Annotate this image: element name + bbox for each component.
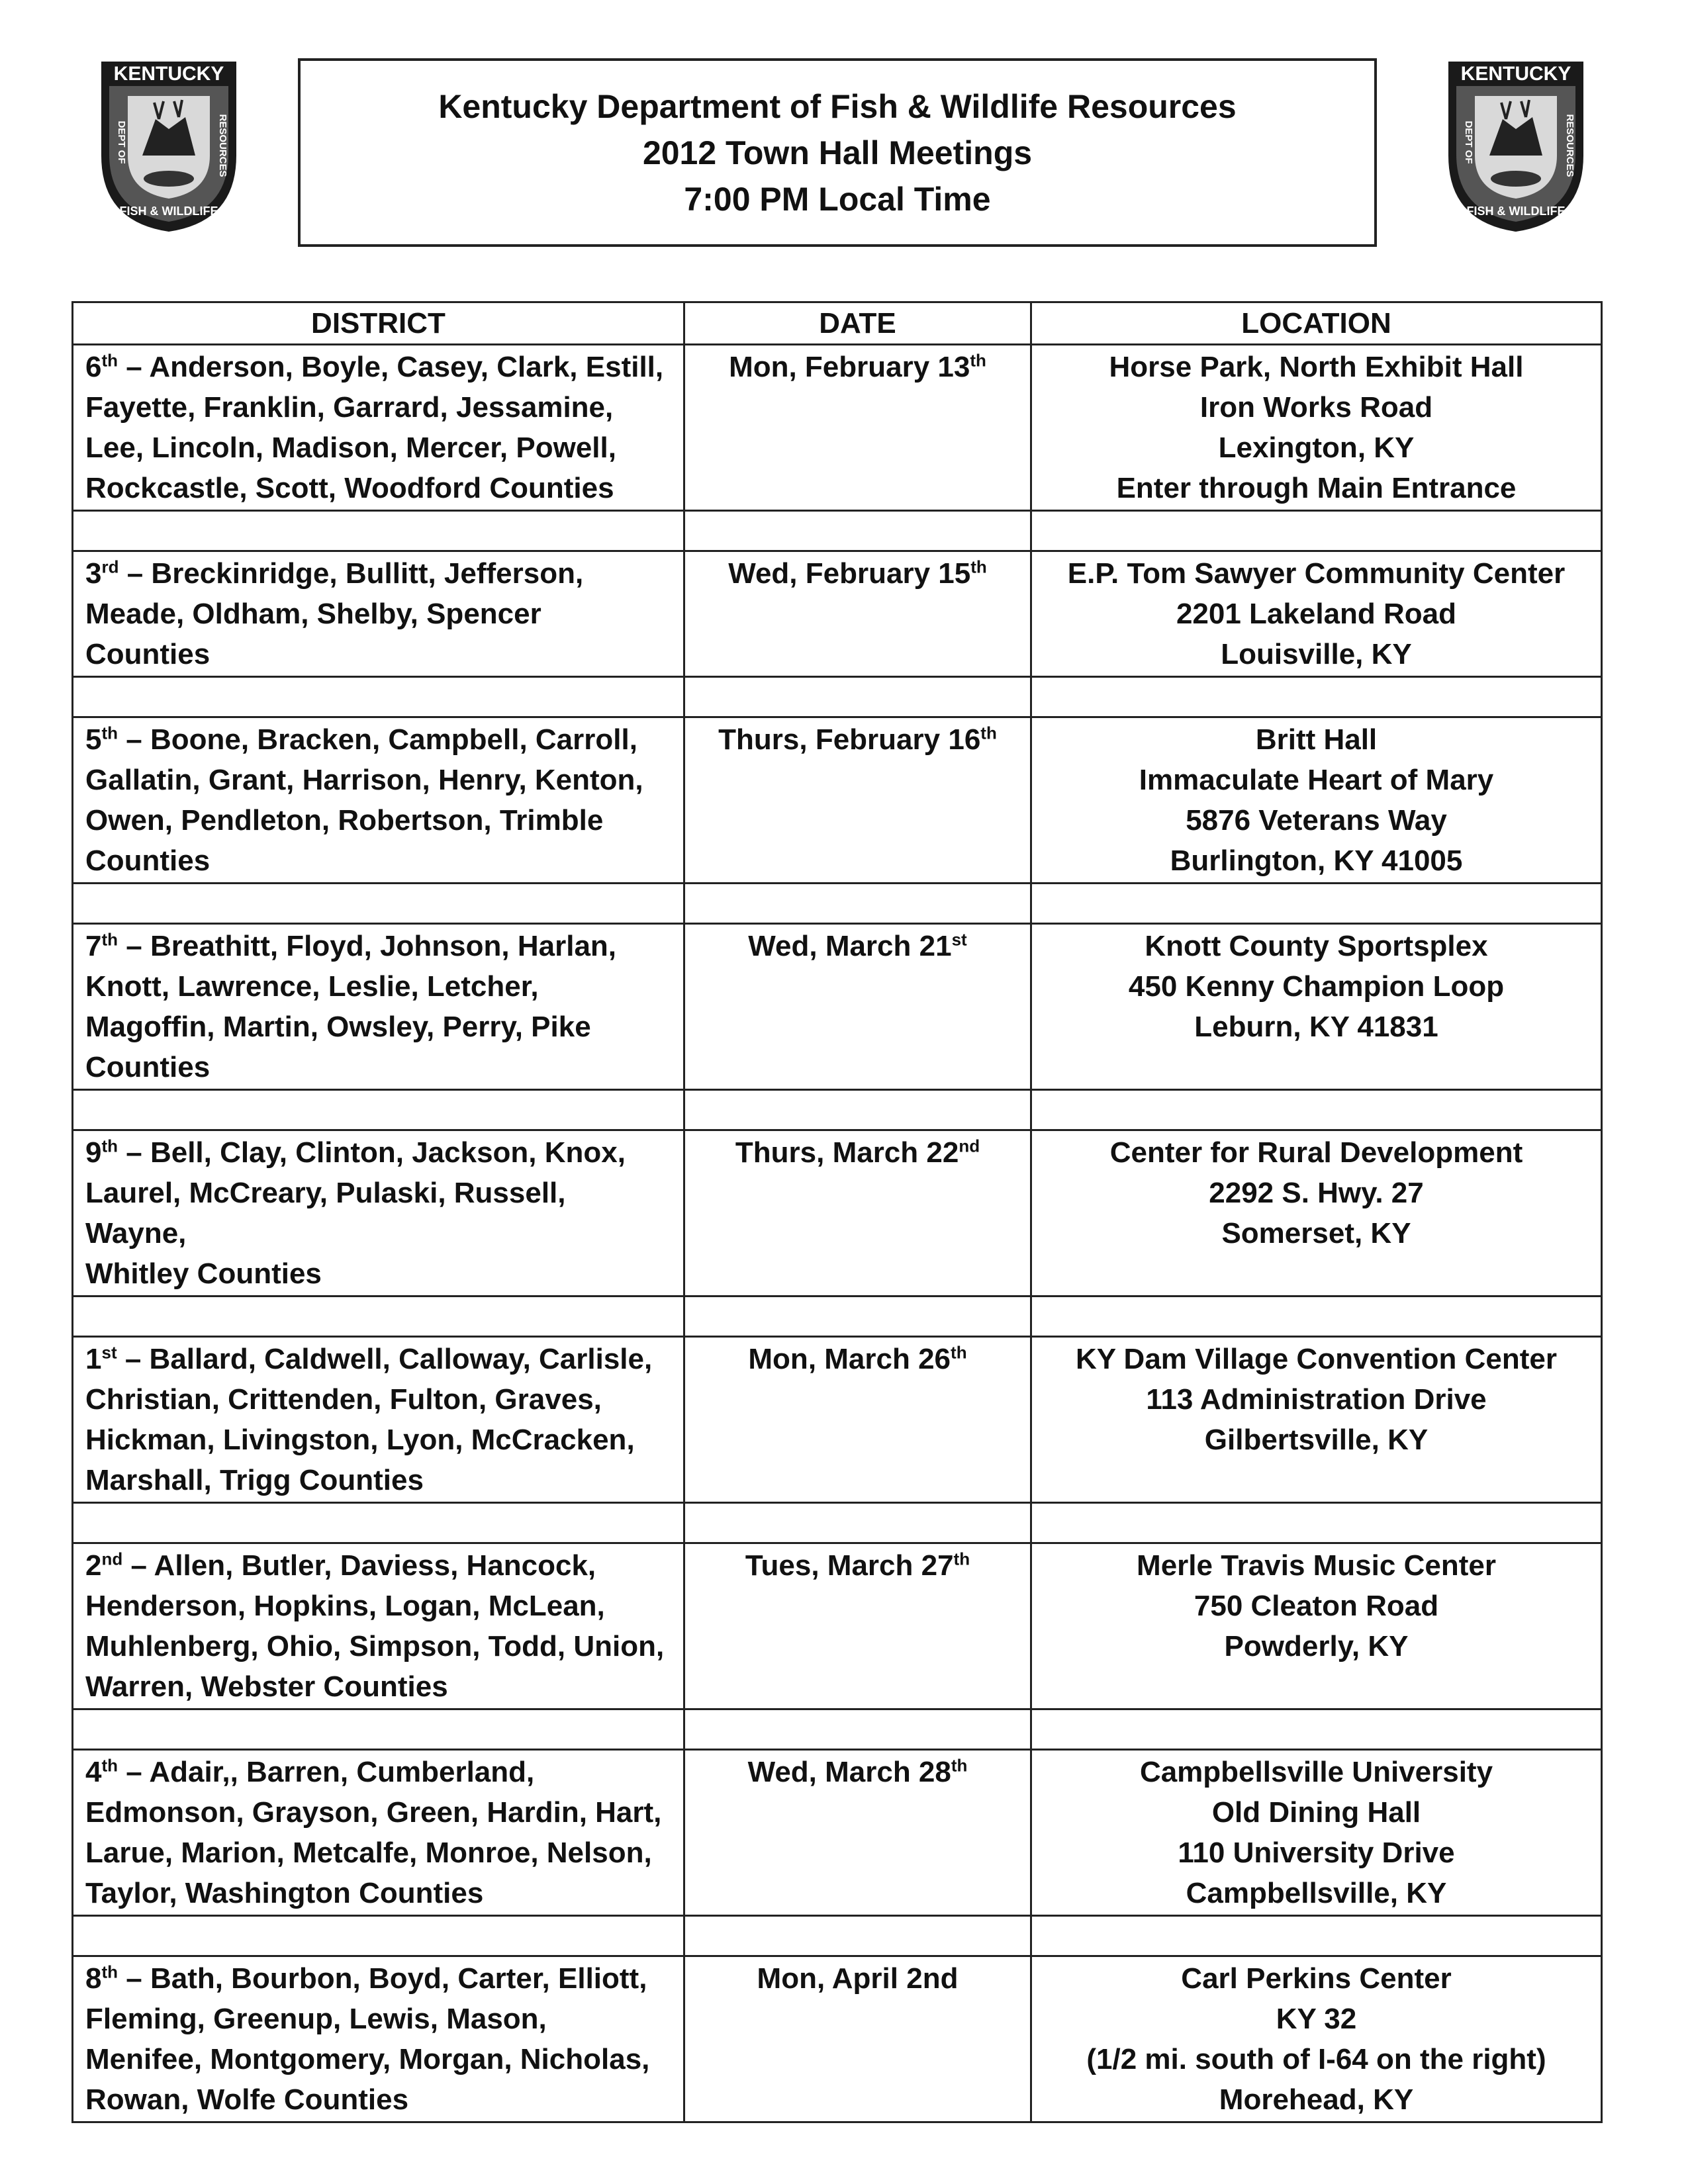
district-cell xyxy=(73,1543,684,1709)
spacer-cell xyxy=(1031,1503,1602,1543)
district-line: Lee, Lincoln, Madison, Mercer, Powell, xyxy=(85,432,616,464)
district-line: Owen, Pendleton, Robertson, Trimble xyxy=(85,804,604,837)
location-cell xyxy=(1031,1956,1602,2122)
logo-left-arc: DEPT OF xyxy=(116,120,127,164)
district-ordinal: th xyxy=(101,1962,118,1982)
district-cell xyxy=(73,551,684,677)
district-counties: – Allen, Butler, Daviess, Hancock, xyxy=(130,1549,596,1582)
location-line: 2292 S. Hwy. 27 xyxy=(1209,1177,1424,1209)
district-ordinal: th xyxy=(101,1136,118,1156)
district-counties: – Breathitt, Floyd, Johnson, Harlan, xyxy=(126,930,617,962)
district-ordinal: th xyxy=(101,929,118,950)
location-line: Campbellsville University xyxy=(1139,1756,1493,1788)
spacer-row xyxy=(73,1503,1602,1543)
district-counties: – Adair,, Barren, Cumberland, xyxy=(126,1756,535,1788)
date-ordinal: st xyxy=(951,929,967,950)
date-cell xyxy=(684,924,1031,1090)
spacer-row xyxy=(73,884,1602,924)
district-cell xyxy=(73,1750,684,1916)
spacer-row xyxy=(73,511,1602,551)
location-line: Louisville, KY xyxy=(1221,638,1412,670)
spacer-cell xyxy=(1031,677,1602,717)
spacer-cell xyxy=(684,1503,1031,1543)
district-cell xyxy=(73,1130,684,1297)
district-number: 8 xyxy=(85,1962,102,1995)
table-body xyxy=(73,345,1602,2122)
district-counties: – Ballard, Caldwell, Calloway, Carlisle, xyxy=(124,1343,653,1375)
kdfwr-logo-right xyxy=(1443,56,1589,235)
meeting-date: Thurs, February 16 xyxy=(718,723,981,756)
district-cell xyxy=(73,924,684,1090)
title-event: 2012 Town Hall Meetings xyxy=(642,134,1033,171)
location-line: Immaculate Heart of Mary xyxy=(1139,764,1494,796)
district-line xyxy=(85,347,671,387)
location-line: 750 Cleaton Road xyxy=(1194,1590,1439,1622)
spacer-cell xyxy=(1031,1916,1602,1956)
district-number: 7 xyxy=(85,930,102,962)
district-line: Hickman, Livingston, Lyon, McCracken, xyxy=(85,1424,635,1456)
location-line: Lexington, KY xyxy=(1218,432,1415,464)
district-ordinal: nd xyxy=(101,1549,123,1569)
logo-bottom-text: FISH & WILDLIFE xyxy=(1466,205,1566,218)
district-line: Whitley Counties xyxy=(85,1257,322,1290)
location-line: Leburn, KY 41831 xyxy=(1194,1011,1438,1043)
location-cell xyxy=(1031,1750,1602,1916)
spacer-cell xyxy=(684,1916,1031,1956)
district-counties: – Bell, Clay, Clinton, Jackson, Knox, xyxy=(126,1136,626,1169)
table-row xyxy=(73,551,1602,677)
district-cell xyxy=(73,1337,684,1503)
district-line: Muhlenberg, Ohio, Simpson, Todd, Union, xyxy=(85,1630,665,1662)
location-line: Burlington, KY 41005 xyxy=(1170,844,1463,877)
meeting-date: Wed, March 21 xyxy=(748,930,952,962)
table-row xyxy=(73,1956,1602,2122)
spacer-row xyxy=(73,1297,1602,1337)
location-cell xyxy=(1031,345,1602,511)
district-line xyxy=(85,1958,671,1999)
meeting-date: Tues, March 27 xyxy=(745,1549,954,1582)
district-line: Laurel, McCreary, Pulaski, Russell, Wayne, xyxy=(85,1177,566,1250)
table-row xyxy=(73,1337,1602,1503)
district-line: Marshall, Trigg Counties xyxy=(85,1464,424,1496)
district-ordinal: th xyxy=(101,350,118,371)
spacer-cell xyxy=(73,1709,684,1750)
location-line: 2201 Lakeland Road xyxy=(1176,598,1457,630)
district-line: Christian, Crittenden, Fulton, Graves, xyxy=(85,1383,602,1416)
table-row xyxy=(73,1543,1602,1709)
spacer-cell xyxy=(73,511,684,551)
title-agency: Kentucky Department of Fish & Wildlife Resources xyxy=(438,87,1237,125)
location-line: Center for Rural Development xyxy=(1109,1136,1523,1169)
date-cell xyxy=(684,1956,1031,2122)
spacer-row xyxy=(73,677,1602,717)
district-line: Menifee, Montgomery, Morgan, Nicholas, xyxy=(85,2043,650,2075)
date-cell xyxy=(684,345,1031,511)
location-line: 450 Kenny Champion Loop xyxy=(1128,970,1505,1003)
spacer-cell xyxy=(684,1090,1031,1130)
location-cell xyxy=(1031,924,1602,1090)
date-ordinal: th xyxy=(970,350,986,371)
table-header-row xyxy=(73,302,1602,345)
location-line: KY 32 xyxy=(1276,2003,1357,2035)
spacer-cell xyxy=(684,677,1031,717)
table-row xyxy=(73,345,1602,511)
district-counties: – Bath, Bourbon, Boyd, Carter, Elliott, xyxy=(126,1962,647,1995)
spacer-cell xyxy=(1031,1709,1602,1750)
table-row xyxy=(73,1130,1602,1297)
district-line: Fleming, Greenup, Lewis, Mason, xyxy=(85,2003,547,2035)
district-line: Taylor, Washington Counties xyxy=(85,1877,484,1909)
title-time: 7:00 PM Local Time xyxy=(684,180,991,218)
title-box xyxy=(298,58,1377,247)
header-date: DATE xyxy=(684,302,1031,345)
spacer-cell xyxy=(1031,1090,1602,1130)
table-row xyxy=(73,924,1602,1090)
header-district: DISTRICT xyxy=(73,302,684,345)
location-line: Iron Works Road xyxy=(1199,391,1433,424)
spacer-row xyxy=(73,1916,1602,1956)
spacer-row xyxy=(73,1709,1602,1750)
location-line: E.P. Tom Sawyer Community Center xyxy=(1067,557,1566,590)
district-line: Rockcastle, Scott, Woodford Counties xyxy=(85,472,614,504)
location-line: (1/2 mi. south of I-64 on the right) xyxy=(1086,2043,1546,2075)
district-line xyxy=(85,926,671,966)
spacer-cell xyxy=(73,884,684,924)
district-ordinal: th xyxy=(101,1755,118,1776)
location-cell xyxy=(1031,1337,1602,1503)
location-line: Horse Park, North Exhibit Hall xyxy=(1109,351,1524,383)
spacer-cell xyxy=(73,1916,684,1956)
location-line: 113 Administration Drive xyxy=(1146,1383,1487,1416)
meeting-date: Wed, March 28 xyxy=(747,1756,951,1788)
district-number: 2 xyxy=(85,1549,102,1582)
table-row xyxy=(73,1750,1602,1916)
kdfwr-logo-left xyxy=(96,56,242,235)
location-line: Gilbertsville, KY xyxy=(1204,1424,1429,1456)
table-row xyxy=(73,717,1602,884)
location-cell xyxy=(1031,717,1602,884)
district-line xyxy=(85,1545,671,1586)
location-line: Enter through Main Entrance xyxy=(1116,472,1517,504)
date-cell xyxy=(684,551,1031,677)
district-line: Magoffin, Martin, Owsley, Perry, Pike xyxy=(85,1011,591,1043)
district-cell xyxy=(73,1956,684,2122)
district-line: Larue, Marion, Metcalfe, Monroe, Nelson, xyxy=(85,1837,652,1869)
district-line: Henderson, Hopkins, Logan, McLean, xyxy=(85,1590,605,1622)
district-line: Counties xyxy=(85,638,211,670)
district-ordinal: st xyxy=(101,1342,117,1363)
district-cell xyxy=(73,717,684,884)
header-location: LOCATION xyxy=(1031,302,1602,345)
district-counties: – Breckinridge, Bullitt, Jefferson, xyxy=(126,557,584,590)
date-ordinal: th xyxy=(970,557,987,577)
logo-left-arc: DEPT OF xyxy=(1463,120,1474,164)
district-line: Meade, Oldham, Shelby, Spencer xyxy=(85,598,541,630)
district-cell xyxy=(73,345,684,511)
logo-right-arc: RESOURCES xyxy=(1564,114,1575,177)
spacer-cell xyxy=(1031,511,1602,551)
date-ordinal: th xyxy=(951,1755,968,1776)
spacer-cell xyxy=(1031,1297,1602,1337)
district-line: Warren, Webster Counties xyxy=(85,1670,448,1703)
date-ordinal: th xyxy=(951,1342,967,1363)
district-number: 6 xyxy=(85,351,102,383)
spacer-row xyxy=(73,1090,1602,1130)
meeting-date: Mon, March 26 xyxy=(748,1343,951,1375)
district-counties: – Boone, Bracken, Campbell, Carroll, xyxy=(126,723,637,756)
location-line: 110 University Drive xyxy=(1178,1837,1455,1869)
location-line: Merle Travis Music Center xyxy=(1137,1549,1496,1582)
spacer-cell xyxy=(73,677,684,717)
location-cell xyxy=(1031,1543,1602,1709)
location-line: 5876 Veterans Way xyxy=(1186,804,1447,837)
date-cell xyxy=(684,1337,1031,1503)
district-number: 9 xyxy=(85,1136,102,1169)
location-cell xyxy=(1031,1130,1602,1297)
location-cell xyxy=(1031,551,1602,677)
location-line: Powderly, KY xyxy=(1224,1630,1409,1662)
location-line: KY Dam Village Convention Center xyxy=(1076,1343,1557,1375)
date-ordinal: nd xyxy=(959,1136,980,1156)
district-line: Counties xyxy=(85,1051,211,1083)
meeting-date: Mon, February 13 xyxy=(729,351,970,383)
district-number: 3 xyxy=(85,557,102,590)
date-cell xyxy=(684,1543,1031,1709)
date-cell xyxy=(684,717,1031,884)
district-line xyxy=(85,1339,671,1379)
meetings-table xyxy=(71,301,1603,2123)
location-line: Knott County Sportsplex xyxy=(1145,930,1488,962)
district-counties: – Anderson, Boyle, Casey, Clark, Estill, xyxy=(126,351,664,383)
district-number: 4 xyxy=(85,1756,102,1788)
spacer-cell xyxy=(1031,884,1602,924)
location-line: Campbellsville, KY xyxy=(1186,1877,1447,1909)
district-line xyxy=(85,1752,671,1792)
spacer-cell xyxy=(684,511,1031,551)
date-ordinal: th xyxy=(980,723,997,743)
district-line: Counties xyxy=(85,844,211,877)
logo-top-text: KENTUCKY xyxy=(1460,63,1571,85)
spacer-cell xyxy=(73,1503,684,1543)
date-cell xyxy=(684,1130,1031,1297)
spacer-cell xyxy=(684,884,1031,924)
district-line xyxy=(85,1132,671,1173)
district-line: Fayette, Franklin, Garrard, Jessamine, xyxy=(85,391,614,424)
spacer-cell xyxy=(73,1297,684,1337)
location-line: Carl Perkins Center xyxy=(1181,1962,1452,1995)
district-line: Rowan, Wolfe Counties xyxy=(85,2083,409,2116)
date-ordinal: th xyxy=(953,1549,970,1569)
logo-right-arc: RESOURCES xyxy=(217,114,228,177)
district-ordinal: rd xyxy=(101,557,119,577)
district-line xyxy=(85,719,671,760)
district-line: Gallatin, Grant, Harrison, Henry, Kenton, xyxy=(85,764,643,796)
district-line: Edmonson, Grayson, Green, Hardin, Hart, xyxy=(85,1796,662,1829)
location-line: Somerset, KY xyxy=(1221,1217,1411,1250)
location-line: Old Dining Hall xyxy=(1211,1796,1421,1829)
district-number: 5 xyxy=(85,723,102,756)
spacer-cell xyxy=(73,1090,684,1130)
meeting-date: Mon, April 2nd xyxy=(757,1962,959,1995)
location-line: Britt Hall xyxy=(1255,723,1378,756)
district-line: Knott, Lawrence, Leslie, Letcher, xyxy=(85,970,539,1003)
spacer-cell xyxy=(684,1297,1031,1337)
district-number: 1 xyxy=(85,1343,102,1375)
district-line xyxy=(85,553,671,594)
logo-top-text: KENTUCKY xyxy=(113,63,224,85)
spacer-cell xyxy=(684,1709,1031,1750)
location-line: Morehead, KY xyxy=(1219,2083,1414,2116)
logo-bottom-text: FISH & WILDLIFE xyxy=(119,205,218,218)
district-ordinal: th xyxy=(101,723,118,743)
meeting-date: Wed, February 15 xyxy=(728,557,971,590)
date-cell xyxy=(684,1750,1031,1916)
meeting-date: Thurs, March 22 xyxy=(735,1136,959,1169)
